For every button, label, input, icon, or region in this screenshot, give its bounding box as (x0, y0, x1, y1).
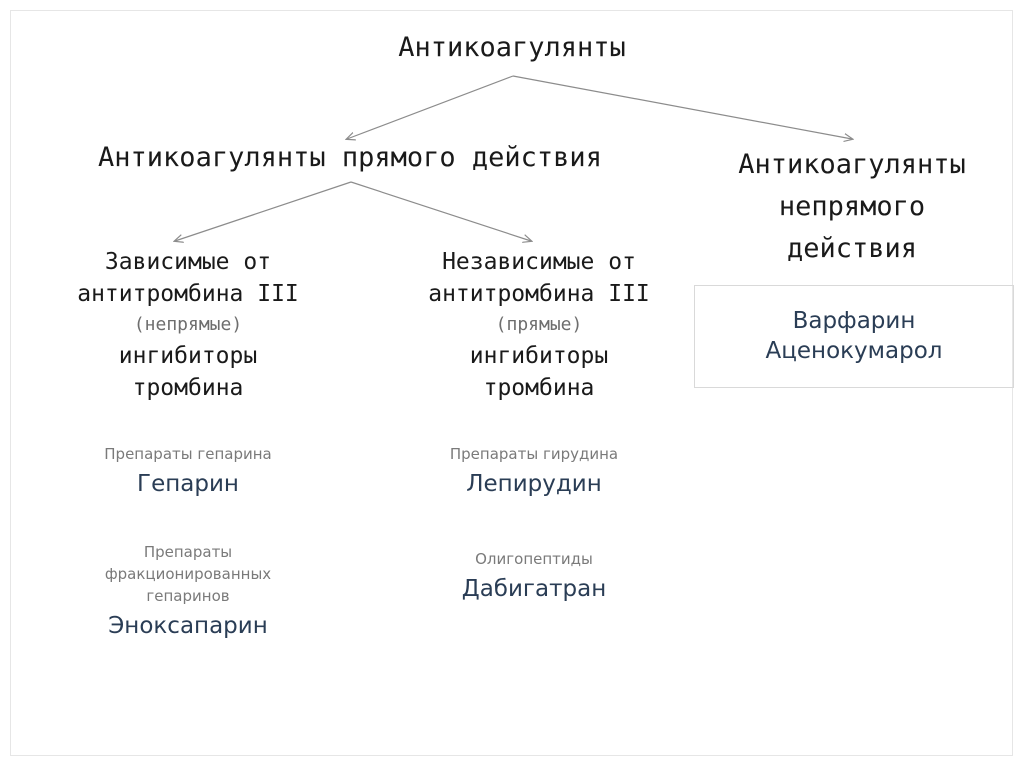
indirect-title-line: Антикоагулянты (738, 149, 966, 180)
oligopeptide-group (384, 548, 684, 604)
drug-warfarin: Варфарин (792, 308, 916, 334)
group-category-line: гепаринов (146, 587, 230, 605)
indirect-title (694, 144, 1010, 270)
group-category-line: Препараты (143, 543, 233, 561)
group-category: Препараты гепарина (104, 445, 272, 463)
independent-line: антитромбина III (428, 281, 650, 307)
independent-line: ингибиторы (469, 343, 609, 369)
arrow-direct-to-dependent (175, 182, 351, 241)
indirect-title-line: действия (786, 233, 918, 264)
drug-acenocoumarol: Аценокумарол (765, 338, 943, 364)
indirect-title-line: непрямого (778, 191, 926, 222)
group-category: Олигопептиды (475, 550, 593, 568)
dependent-line: ингибиторы (118, 343, 258, 369)
hirudin-group (384, 443, 684, 499)
drug-dabigatran: Дабигатран (461, 576, 607, 602)
group-category-line: фракционированных (104, 565, 272, 583)
drug-lepirudin: Лепирудин (466, 471, 602, 497)
independent-line: тромбина (483, 375, 595, 401)
group-category: Препараты гирудина (449, 445, 619, 463)
independent-note: (прямые) (495, 314, 583, 335)
dependent-line: Зависимые от (104, 249, 272, 275)
arrow-root-to-direct (347, 76, 513, 139)
indirect-drugs-box (694, 285, 1014, 388)
arrow-direct-to-independent (351, 182, 531, 241)
lmwh-group (38, 541, 338, 641)
direct-title: Антикоагулянты прямого действия (98, 142, 602, 173)
dependent-line: тромбина (132, 375, 244, 401)
independent-line: Независимые от (442, 249, 636, 275)
arrow-root-to-indirect (513, 76, 852, 139)
root-title: Антикоагулянты (398, 32, 626, 63)
heparin-group (38, 443, 338, 499)
drug-enoxaparin: Эноксапарин (108, 613, 268, 639)
dependent-inhibitors (38, 246, 338, 404)
dependent-note: (непрямые) (133, 314, 243, 335)
independent-inhibitors (384, 246, 694, 404)
drug-heparin: Гепарин (137, 471, 239, 497)
dependent-line: антитромбина III (77, 281, 299, 307)
